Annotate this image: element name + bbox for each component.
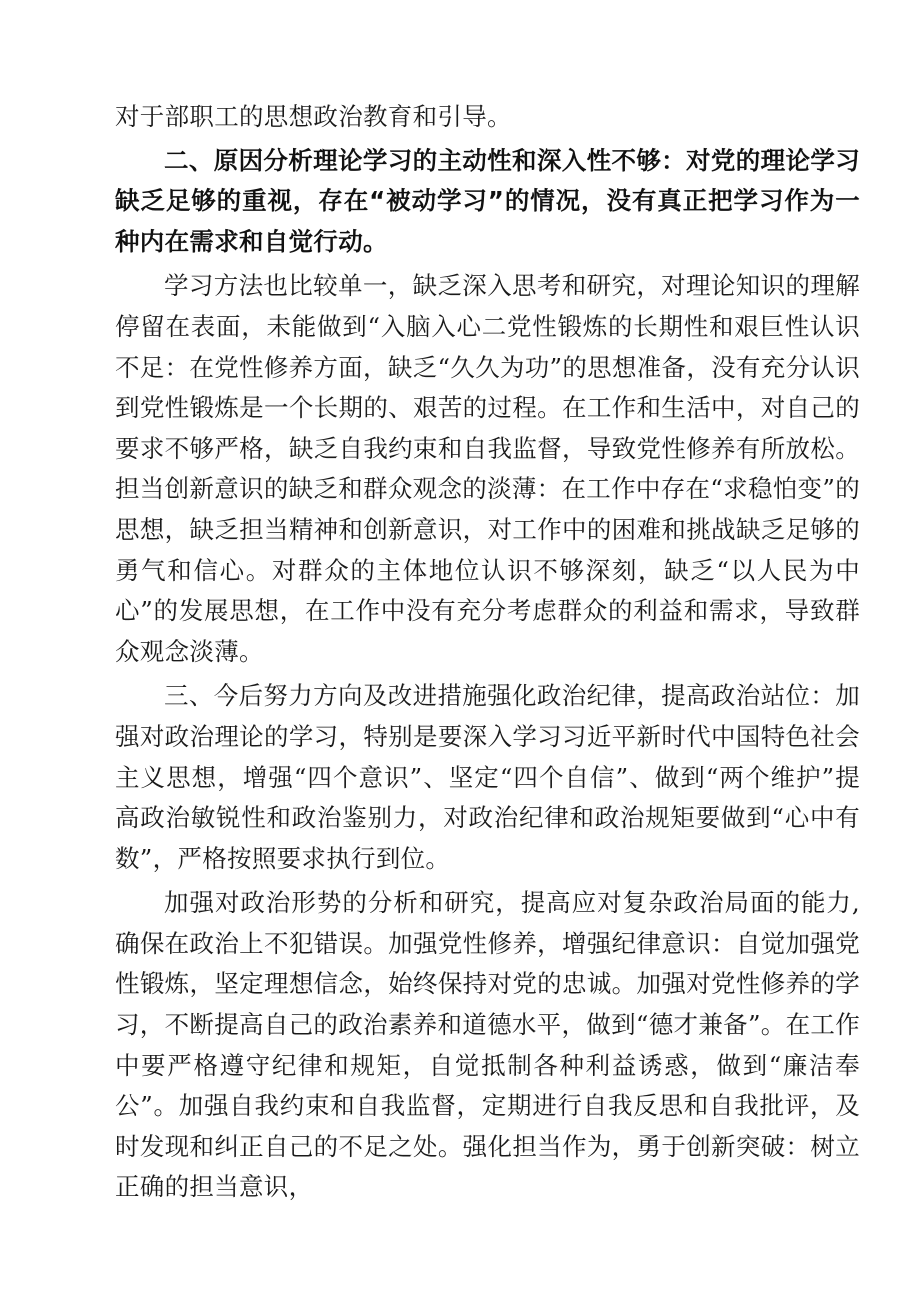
document-body bbox=[115, 97, 860, 1208]
paragraph-continuation: 对于部职工的思想政治教育和引导。 bbox=[115, 102, 512, 131]
paragraph-improvement-direction: 三、今后努力方向及改进措施强化政治纪律，提高政治站位：加强对政治理论的学习，特别是要深入学习习近平新时代中国特色社会主义思想，增强“四个意识”、坚定“四个自信”、做到“两个维护”提高政治敏锐性和政治鉴别力，对政治纪律和政治规矩要做到“心中有数”，严格按照要求执行到位。 bbox=[115, 681, 860, 873]
paragraph-study-method: 学习方法也比较单一，缺乏深入思考和研究，对理论知识的理解停留在表面，未能做到“入脑入心二党性锻炼的长期性和艰巨性认识不足：在党性修养方面，缺乏“久久为功”的思想准备，没有充分认识到党性锻炼是一个长期的、艰苦的过程。在工作和生活中，对自己的要求不够严格，缺乏自我约束和自我监督，导致党性修养有所放松。担当创新意识的缺乏和群众观念的淡薄：在工作中存在“求稳怕变”的思想，缺乏担当精神和创新意识，对工作中的困难和挑战缺乏足够的勇气和信心。对群众的主体地位认识不够深刻，缺乏“以人民为中心”的发展思想，在工作中没有充分考虑群众的利益和需求，导致群众观念淡薄。 bbox=[115, 271, 860, 666]
paragraph-political-situation: 加强对政治形势的分析和研究，提高应对复杂政治局面的能力,确保在政治上不犯错误。加强党性修养，增强纪律意识：自觉加强党性锻炼，坚定理想信念，始终保持对党的忠诚。加强对党性修养的学习，不断提高自己的政治素养和道德水平，做到“德才兼备”。在工作中要严格遵守纪律和规矩，自觉抵制各种利益诱惑，做到“廉洁奉公”。加强自我约束和自我监督，定期进行自我反思和自我批评，及时发现和纠正自己的不足之处。强化担当作为，勇于创新突破：树立正确的担当意识， bbox=[115, 888, 860, 1202]
section-heading-cause-analysis: 二、原因分析理论学习的主动性和深入性不够：对党的理论学习缺乏足够的重视，存在“被动学习”的情况，没有真正把学习作为一种内在需求和自觉行动。 bbox=[115, 145, 860, 256]
